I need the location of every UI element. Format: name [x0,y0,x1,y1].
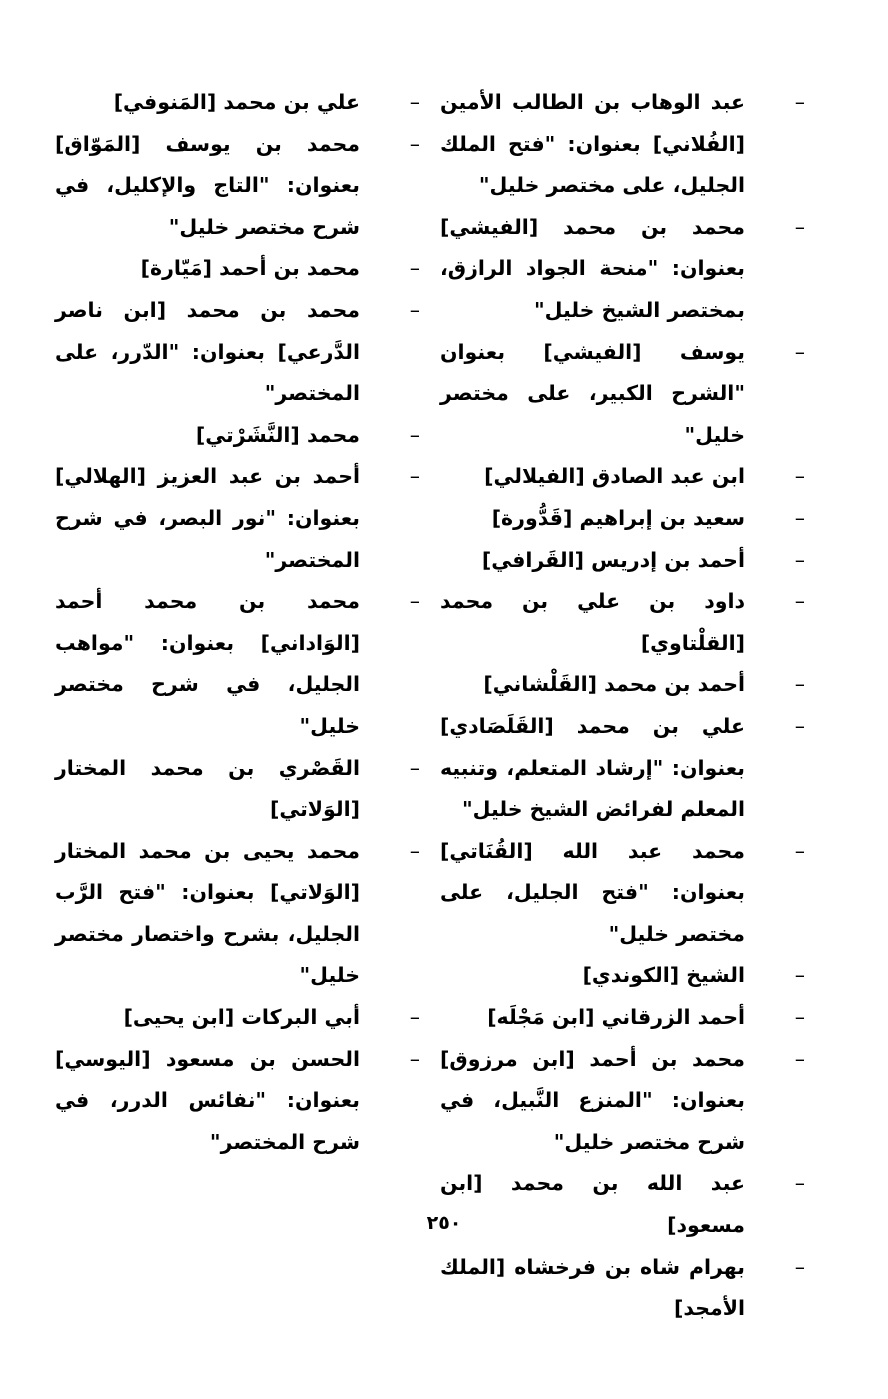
dash-bullet: – [794,1254,805,1279]
list-item [55,456,420,581]
entry-text: ابن عبد الصادق [الفيلالي] [484,464,745,489]
entry-text: القَصْري بن محمد المختار [الوَلاتي] [55,755,360,822]
entry-text: محمد بن يوسف [المَوّاق] بعنوان: "التاج والإكليل، في شرح مختصر خليل" [55,131,360,239]
dash-bullet: – [794,90,805,114]
list-item [440,664,805,706]
dash-bullet: – [409,1005,420,1030]
dash-bullet: – [409,1046,420,1071]
dash-bullet: – [794,713,805,738]
entry-text: سعيد بن إبراهيم [قَدُّورة] [491,505,745,530]
dash-bullet: – [794,1046,805,1071]
entry-text: عبد الله بن محمد [ابن مسعود] [440,1171,745,1238]
list-item [55,124,420,249]
list-item [55,290,420,415]
entry-text: محمد بن أحمد [ابن مرزوق] بعنوان: "المنزع النَّبيل، في شرح مختصر خليل" [440,1046,745,1154]
dash-bullet: – [409,90,420,114]
list-item [55,248,420,290]
dash-bullet: – [794,589,805,614]
list-item [440,831,805,956]
dash-bullet: – [794,672,805,697]
page-number: ٢٥٠ [426,1212,462,1234]
list-item [440,1039,805,1164]
dash-bullet: – [409,464,420,489]
dash-bullet: – [794,1171,805,1196]
list-item [55,831,420,997]
list-item [440,706,805,831]
entry-text: يوسف [الفيشي] بعنوان "الشرح الكبير، على مختصر خليل" [440,339,745,447]
entry-text: عبد الوهاب بن الطالب الأمين [الفُلاني] بعنوان: "فتح الملك الجليل، على مختصر خليل" [440,90,745,198]
right-column-list [440,82,805,1330]
entry-text: أحمد الزرقاني [ابن مَجْلَه] [487,1005,745,1030]
dash-bullet: – [409,589,420,614]
entry-text: محمد بن محمد [ابن ناصر الدَّرعي] بعنوان: "الدّرر، على المختصر" [55,297,360,406]
list-item [440,1247,805,1330]
entry-text: محمد [النَّشَرْتي] [195,422,360,447]
list-item [55,748,420,831]
dash-bullet: – [409,422,420,447]
entry-text: محمد يحيى بن محمد المختار [الوَلاتي] بعنوان: "فتح الرَّب الجليل، بشرح واختصار مختصر خليل" [55,838,360,988]
entry-text: أحمد بن إدريس [القَرافي] [481,547,745,572]
entry-text: داود بن علي بن محمد [القلْتاوي] [440,589,745,655]
entry-text: أحمد بن عبد العزيز [الهلالي] بعنوان: "نور البصر، في شرح المختصر" [55,464,360,572]
dash-bullet: – [794,339,805,364]
dash-bullet: – [409,131,420,156]
entry-text: محمد بن أحمد [مَيّارة] [140,256,360,281]
dash-bullet: – [409,755,420,780]
dash-bullet: – [794,838,805,863]
list-item [55,581,420,747]
dash-bullet: – [409,838,420,863]
list-item [440,581,805,664]
dash-bullet: – [794,505,805,530]
entry-text: علي بن محمد [المَنوفي] [113,90,360,114]
list-item [440,332,805,457]
list-item [55,415,420,457]
list-item [55,1039,420,1164]
entry-text: الحسن بن مسعود [اليوسي] بعنوان: "نفائس الدرر، في شرح المختصر" [55,1046,360,1154]
entry-text: بهرام شاه بن فرخشاه [الملك الأمجد] [440,1254,745,1321]
list-item [440,540,805,582]
entry-text: أبي البركات [ابن يحيى] [123,1005,360,1030]
list-item [440,997,805,1039]
list-item [55,82,420,124]
entry-text: محمد بن محمد [الفيشي] بعنوان: "منحة الجواد الرازق، بمختصر الشيخ خليل" [440,214,745,322]
left-column-list [55,82,420,1163]
list-item [440,207,805,332]
dash-bullet: – [794,464,805,489]
dash-bullet: – [409,256,420,281]
dash-bullet: – [794,547,805,572]
list-item [440,498,805,540]
dash-bullet: – [794,214,805,239]
list-item [55,997,420,1039]
entry-text: علي بن محمد [القَلَصَادي] بعنوان: "إرشاد المتعلم، وتنبيه المعلم لفرائض الشيخ خليل" [440,713,745,822]
dash-bullet: – [794,1005,805,1030]
entry-text: أحمد بن محمد [القَلْشاني] [483,672,745,697]
entry-text: محمد بن محمد أحمد [الوَاداني] بعنوان: "مواهب الجليل، في شرح مختصر خليل" [55,589,360,738]
list-item [440,1163,805,1246]
list-item [440,955,805,997]
entry-text: محمد عبد الله [القُنَاتي] بعنوان: "فتح الجليل، على مختصر خليل" [440,838,745,946]
list-item [440,456,805,498]
dash-bullet: – [409,297,420,322]
entry-text: الشيخ [الكوندي] [582,963,745,988]
list-item [440,82,805,207]
dash-bullet: – [794,963,805,988]
